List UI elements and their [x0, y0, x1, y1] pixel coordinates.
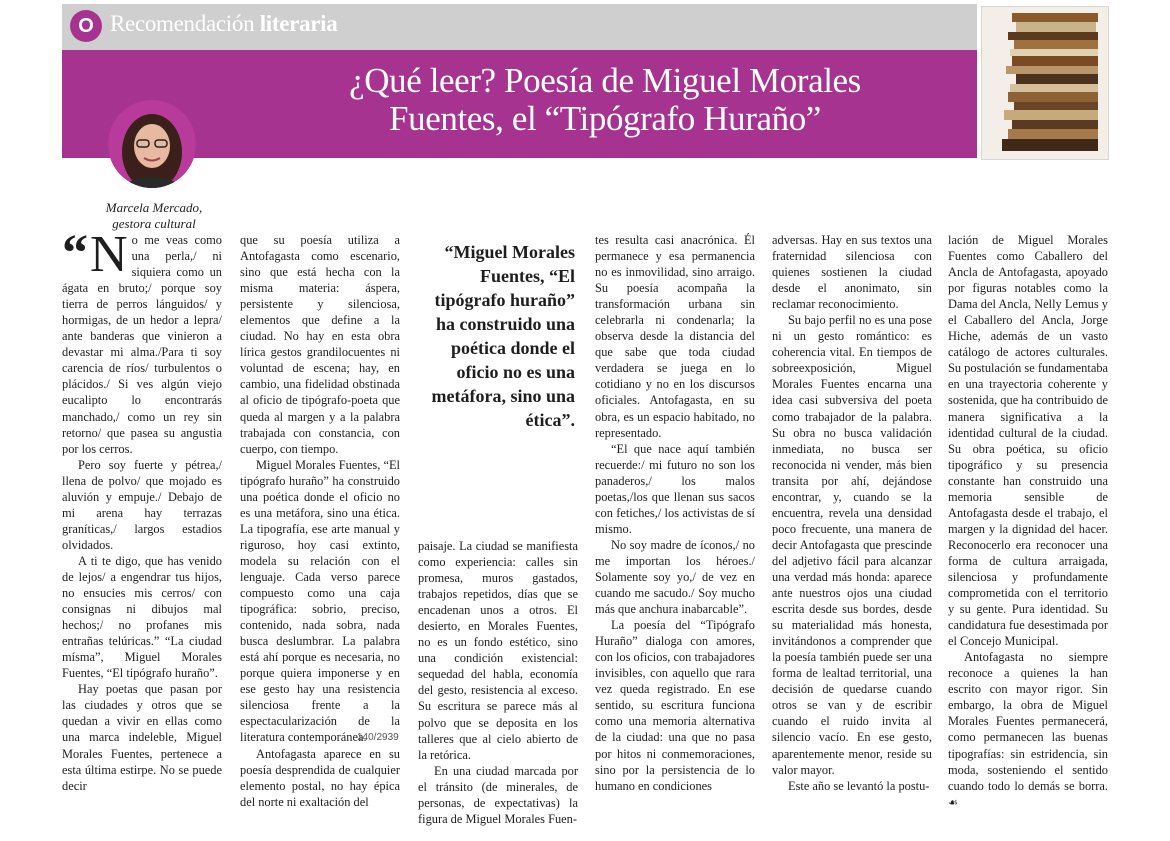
- column-1-paragraph-1: [62, 225, 222, 457]
- column-3: [418, 538, 578, 827]
- column-4-paragraph-3: No soy madre de íconos,/ no me importan los héroes./ Solamente soy yo,/ de vez en cuando me sacudo./ Soy mucho más que anchura inabarcable”.: [595, 537, 755, 617]
- column-4-paragraph-4: La poesía del “Tipógrafo Huraño” dialoga con amores, con los oficios, con trabajadores invisibles, con aquello que rara vez queda registrado. En ese sentido, su escritura funciona como una memoria alternativa de la ciudad: una que no pasa por hitos ni conmemoraciones, sino por la persistencia de lo humano en condiciones: [595, 618, 755, 793]
- column-5-paragraph-3: Este año se levantó la postu-: [788, 778, 930, 793]
- headline-line-2: Fuentes, el “Tipógrafo Huraño”: [389, 99, 821, 138]
- column-6-paragraph-1: lación de Miguel Morales Fuentes como Caballero del Ancla de Antofagasta, apoyado por figuras notables como la Dama del Ancla, Nelly Lemus y el Caballero del Ancla, Jorge Hiche, además de un vasto catálogo de actores culturales. Su postulación se fundamentaba en una trayectoria coherente y sostenida, que ha contribuido de manera significativa a la identidad cultural de la ciudad. Su obra poética, su oficio tipográfico y su presencia constante han construido una memoria sensible de Antofagasta desde el trabajo, el margen y la dignidad del hacer. Reconocerlo era reconocer una forma de cultura arraigada, silenciosa y profundamente comprometida con el territorio y su gente. Pura identidad. Su candidatura fue desestimada por el Concejo Municipal.: [948, 233, 1109, 649]
- author-name: Marcela Mercado,: [105, 200, 203, 215]
- column-2-paragraph-2: Miguel Morales Fuentes, “El tipógrafo huraño” ha construido una poética donde el oficio no es una metáfora, sino una ética. La tipografía, ese arte manual y riguroso, hoy casi extinto, modela su relación con el lenguaje. Cada verso parece compuesto como una caja tipográfica: sobrio, preciso, contenido, nada sobra, nada busca deslumbrar. La palabra está ahí porque es necesaria, no porque quiera imponerse y en ese gesto hay una resistencia silenciosa frente a la espectacularización de la literatura contemporánea.: [240, 457, 400, 745]
- page-stamp: 140/2939: [357, 732, 399, 743]
- column-4-paragraph-1: tes resulta casi anacrónica. Él permanece y esa permanencia no es inmovilidad, sino arraigo. Su poesía acompaña la transformación urbana sin celebrarla ni condenarla; la observa desde la distancia del que sabe que toda ciudad verdadera se juega en lo cotidiano y no en los discursos oficiales. Antofagasta, en su obra, es un espacio habitado, no representado.: [595, 233, 755, 440]
- column-1-paragraph-3: A ti te digo, que has venido de lejos/ a engendrar tus hijos, no ensucies mis cerros/ con consignas ni dibujos mal hechos;/ no profanes mis entrañas telúricas.” “La ciudad mísma”, Miguel Morales Fuentes, “El tipógrafo huraño”.: [62, 553, 222, 681]
- column-6-paragraph-2: [948, 649, 1108, 810]
- stacked-books-icon: [982, 7, 1108, 159]
- author-portrait-icon: [108, 100, 196, 188]
- column-3-paragraph-2: En una ciudad marcada por el tránsito (de minerales, de personas, de expectativas) la figura de Miguel Morales Fuen-: [418, 763, 578, 826]
- section-title: [110, 11, 337, 37]
- column-1-paragraph-1-text: o me veas como una perla,/ ni siquiera como un ágata en bruto;/ porque soy tierra de perros lánguidos/ y hormigas, de un hedor a lepra/ ante banderas que vinieron a devastar mi alma./Para ti soy carencia de ríos/ turbulentos o plácidos./ Si ves algún viejo eucalipto lo encontrarás manchado,/ como un rey sin retorno/ que pasea su angustia por los cerros.: [62, 233, 222, 456]
- section-badge: O: [70, 10, 102, 42]
- column-1: [62, 225, 222, 794]
- author-role: gestora cultural: [112, 216, 196, 231]
- section-title-regular: Recomendación: [110, 11, 260, 36]
- author-avatar: [108, 100, 196, 188]
- column-5: [772, 232, 932, 794]
- column-1-paragraph-4: Hay poetas que pasan por las ciudades y otros que se quedan a vivir en ellas como una marca indeleble, Miguel Morales Fuentes, pertenece a esta última estirpe. No se puede decir: [62, 682, 222, 793]
- column-6-paragraph-2-text: Antofagasta no siempre reconoce a quienes la han escrito con mayor rigor. Sin embargo, la obra de Miguel Morales Fuentes permanecerá, como permanecen las buenas tipografías: sin estridencia, sin moda, sosteniendo el sentido cuando todo lo demás se borra.: [948, 650, 1108, 793]
- drop-cap: N: [90, 226, 128, 283]
- column-4-paragraph-2: “El que nace aquí también recuerde:/ mi futuro no son los panaderos,/ los malos poetas,/los que llenan sus sacos con fetiches,/ los activistas de sí mismo.: [595, 441, 755, 536]
- section-title-bold: literaria: [259, 11, 338, 36]
- column-1-paragraph-2: Pero soy fuerte y pétrea,/ llena de polvo/ que mojado es aluvión y empuje./ Debajo de mi arena hay terrazas graníticas,/ largos estadios olvidados.: [62, 457, 222, 552]
- column-3-paragraph-1: paisaje. La ciudad se manifiesta como experiencia: calles sin promesa, muros gastados, trabajos repetidos, días que se encadenan unos a otros. El desierto, en Morales Fuentes, no es un fondo estético, sino una condición existencial: sequedad del habla, economía del gesto, resistencia al exceso. Su escritura se parece más al polvo que se deposita en los talleres que al cielo abierto de la retórica.: [418, 539, 578, 762]
- column-6: [948, 232, 1108, 811]
- column-2: [240, 232, 400, 810]
- books-image: [981, 6, 1109, 160]
- end-mark-icon: ☙: [948, 795, 958, 809]
- column-2-paragraph-3: Antofagasta aparece en su poesía desprendida de cualquier elemento postal, no hay épica del norte ni exaltación del: [240, 746, 400, 809]
- column-5-paragraph-1: adversas. Hay en sus textos una fraternidad silenciosa con quienes sostienen la ciudad desde el anonimato, sin reclamar reconocimiento.: [772, 233, 932, 312]
- headline: [300, 62, 910, 138]
- column-2-paragraph-1: que su poesía utiliza a Antofagasta como escenario, sino que está hecha con la misma materia: áspera, persistente y silenciosa, elementos que define a la ciudad. No hay en esta obra lírica gestos grandilocuentes ni voluntad de escena; hay, en cambio, una fidelidad obstinada al oficio de tipógrafo-poeta que queda al margen y a la palabra trabajada con constancia, con cuerpo, con tiempo.: [240, 233, 400, 456]
- opening-quote: “: [62, 225, 88, 282]
- column-5-paragraph-2: Su bajo perfil no es una pose ni un gesto romántico: es coherencia vital. En tiempos de sobreexposición, Miguel Morales Fuentes encarna una idea casi subversiva del poeta como trabajador de la palabra. Su obra no busca validación inmediata, no busca ser reconocida ni vender, más bien transita por ahí, dejándose encontrar, y, cuando se la encuentra, revela una densidad poco frecuente, una manera de decir Antofagasta que prescinde del adjetivo fácil para alcanzar una verdad más honda: aparece ante nuestros ojos una ciudad escrita desde sus bordes, desde su materialidad más honesta, invitándonos a comprender que la poesía también puede ser una forma de lealtad territorial, una decisión de quedarse cuando otros se van y de escribir cuando el ruido invita al silencio vacío. En ese gesto, aparentemente menor, reside su valor mayor.: [772, 313, 932, 777]
- pull-quote: “Miguel Morales Fuentes, “El tipógrafo huraño” ha construido una poética donde el oficio no es una metáfora, sino una ética”.: [431, 242, 575, 430]
- headline-line-1: ¿Qué leer? Poesía de Miguel Morales: [349, 61, 861, 100]
- column-4: [595, 232, 755, 794]
